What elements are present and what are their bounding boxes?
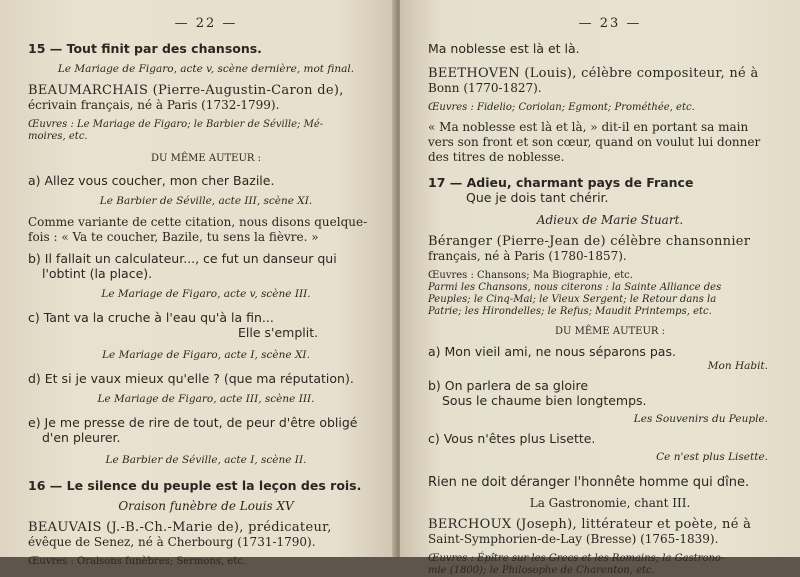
- quote-c-left-line2: Elle s'emplit.: [238, 325, 319, 340]
- rien-heading: Rien ne doit déranger l'honnête homme qui dîne.: [428, 475, 750, 490]
- page-number-23: — 23 —: [578, 16, 642, 31]
- quote-b-right-source: Les Souvenirs du Peuple.: [633, 413, 768, 425]
- quote-16-author-line2: évêque de Senez, né à Cherbourg (1731-1790).: [28, 535, 316, 549]
- berchoux-works-line1: Œuvres : Épître sur les Grecs et les Romains; la Gastrono-: [428, 553, 725, 564]
- berchoux-works-line2: mie (1800); le Philosophe de Charenton, etc.: [428, 565, 655, 576]
- berchoux-author-line2: Saint-Symphorien-de-Lay (Bresse) (1765-1839).: [428, 532, 719, 546]
- quote-c-right: c) Vous n'êtes plus Lisette.: [428, 431, 596, 446]
- quote-15-source: Le Mariage de Figaro, acte v, scène dernière, mot final.: [57, 63, 355, 75]
- beethoven-quote-line2: vers son front et son cœur, quand on voulut lui donner: [428, 135, 761, 149]
- quote-17-source: Adieux de Marie Stuart.: [536, 213, 684, 227]
- meme-auteur-left: DU MÊME AUTEUR :: [150, 153, 261, 164]
- berchoux-author-line1: BERCHOUX (Joseph), littérateur et poète, né à: [428, 517, 752, 532]
- quote-a-left: a) Allez vous coucher, mon cher Bazile.: [28, 173, 275, 188]
- beethoven-author-line2: Bonn (1770-1827).: [428, 81, 542, 95]
- quote-17-works-line1: Œuvres : Chansons; Ma Biographie, etc.: [428, 270, 633, 281]
- quote-15-works-line1: Œuvres : Le Mariage de Figaro; le Barbier de Séville; Mé-: [28, 119, 324, 130]
- meme-auteur-right: DU MÊME AUTEUR :: [554, 326, 665, 337]
- quote-e-left-line2: d'en pleurer.: [42, 430, 121, 445]
- beethoven-quote-line1: « Ma noblesse est là et là, » dit-il en portant sa main: [428, 120, 749, 134]
- quote-b-left-source: Le Mariage de Figaro, acte v, scène III.: [101, 288, 311, 300]
- beethoven-author-line1: BEETHOVEN (Louis), célèbre compositeur, né à: [428, 66, 759, 81]
- right-page: [400, 0, 800, 576]
- quote-e-left-source: Le Barbier de Séville, acte I, scène II.: [105, 454, 307, 466]
- quote-b-left-line1: b) Il fallait un calculateur..., ce fut un danseur qui: [28, 251, 337, 266]
- quote-16-heading: 16 — Le silence du peuple est la leçon des rois.: [28, 478, 362, 493]
- quote-17-works-line3: Peuples; le Cinq-Mai; le Vieux Sergent; le Retour dans la: [428, 294, 717, 305]
- quote-15-author-line1: BEAUMARCHAIS (Pierre-Augustin-Caron de),: [28, 83, 344, 98]
- quote-a-right: a) Mon vieil ami, ne nous séparons pas.: [428, 344, 676, 359]
- quote-17-author-line1: Béranger (Pierre-Jean de) célèbre chansonnier: [428, 234, 751, 249]
- quote-17-line2: Que je dois tant chérir.: [466, 190, 609, 205]
- variant-line2: fois : « Va te coucher, Bazile, tu sens la fièvre. »: [28, 230, 319, 244]
- quote-16-works: Œuvres : Oraisons funèbres; Sermons, etc.: [28, 556, 247, 567]
- quote-b-right-line1: b) On parlera de sa gloire: [428, 378, 589, 393]
- beethoven-quote-line3: des titres de noblesse.: [428, 150, 565, 164]
- quote-15-works-line2: moires, etc.: [28, 131, 88, 142]
- quote-d-left: d) Et si je vaux mieux qu'elle ? (que ma réputation).: [28, 371, 354, 386]
- quote-c-left-line1: c) Tant va la cruche à l'eau qu'à la fin...: [28, 310, 274, 325]
- quote-16-source: Oraison funèbre de Louis XV: [118, 499, 294, 513]
- quote-17-works-line4: Patrie; les Hirondelles; le Refus; Maudit Printemps, etc.: [428, 306, 712, 317]
- quote-17-works-line2: Parmi les Chansons, nous citerons : la Sainte Alliance des: [428, 282, 722, 293]
- quote-b-left-line2: l'obtint (la place).: [42, 266, 153, 281]
- noblesse-line: Ma noblesse est là et là.: [428, 41, 580, 56]
- rien-source: La Gastronomie, chant III.: [529, 496, 691, 510]
- quote-17-author-line2: français, né à Paris (1780-1857).: [428, 249, 627, 263]
- beethoven-works: Œuvres : Fidelio; Coriolan; Egmont; Prométhée, etc.: [428, 102, 695, 113]
- quote-15-heading: 15 — Tout finit par des chansons.: [28, 41, 262, 56]
- quote-a-left-source: Le Barbier de Séville, acte III, scène XI.: [99, 195, 313, 207]
- quote-d-left-source: Le Mariage de Figaro, acte III, scène III.: [97, 393, 315, 405]
- quote-c-right-source: Ce n'est plus Lisette.: [656, 451, 768, 463]
- quote-17-line1: 17 — Adieu, charmant pays de France: [428, 175, 694, 190]
- quote-a-right-source: Mon Habit.: [707, 360, 768, 372]
- page-number-22: — 22 —: [174, 16, 238, 31]
- left-page: [0, 0, 396, 567]
- quote-e-left-line1: e) Je me presse de rire de tout, de peur d'être obligé: [28, 415, 358, 430]
- variant-line1: Comme variante de cette citation, nous disons quelque-: [28, 215, 368, 229]
- quote-b-right-line2: Sous le chaume bien longtemps.: [442, 393, 647, 408]
- quote-16-author-line1: BEAUVAIS (J.-B.-Ch.-Marie de), prédicateur,: [28, 520, 332, 535]
- quote-c-left-source: Le Mariage de Figaro, acte I, scène XI.: [102, 349, 310, 361]
- quote-15-author-line2: écrivain français, né à Paris (1732-1799).: [28, 98, 280, 112]
